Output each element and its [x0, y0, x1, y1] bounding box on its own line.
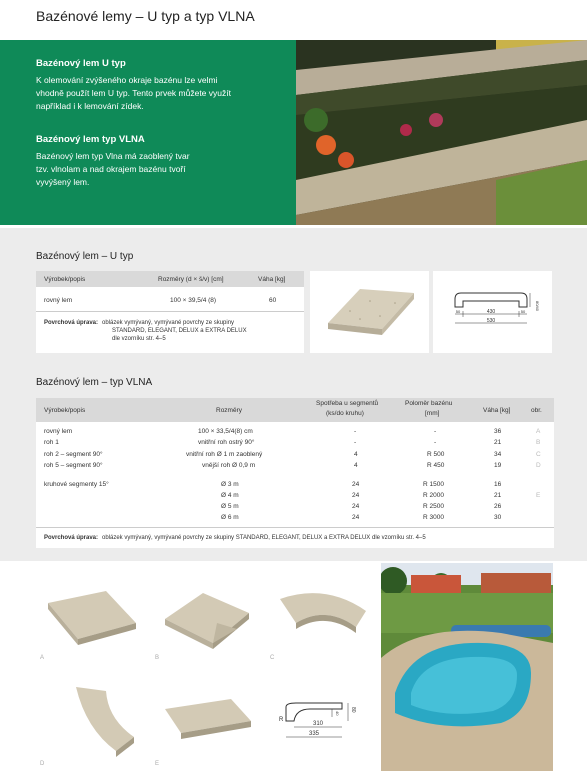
u-table-divider	[36, 311, 304, 312]
segment-radius: R 2500	[423, 503, 444, 510]
hero-paragraph-vlna	[36, 150, 276, 189]
page-title: Bazénové lemy – U typ a typ VLNA	[36, 8, 255, 24]
u-dim-inner: 430	[486, 309, 496, 315]
segment-diameter: Ø 6 m	[221, 514, 239, 521]
vlna-col-radius: Poloměr bazénu	[405, 400, 453, 407]
vlna-row-weight: 36	[494, 428, 502, 435]
tile-letter-c: C	[270, 655, 275, 661]
hero-text-line: K olemování zvýšeného okraje bazénu lze velmi	[36, 75, 218, 85]
vlna-row-consumption: 4	[354, 451, 358, 458]
segment-diameter: Ø 3 m	[221, 481, 239, 488]
vlna-row-figure: C	[536, 451, 541, 458]
hero-text-panel	[0, 40, 296, 225]
vlna-col-figure: obr.	[531, 407, 542, 414]
segment-weight: 30	[494, 514, 502, 521]
vlna-row-radius: -	[434, 439, 437, 446]
pool-photo	[381, 563, 553, 771]
vlna-col-radius-unit: [mm]	[425, 410, 440, 417]
segment-radius: R 2000	[423, 492, 444, 499]
vlna-row-product: roh 5 – segment 90°	[44, 462, 103, 469]
vlna-row-figure: B	[536, 439, 541, 446]
vlna-row-product: roh 2 – segment 90°	[44, 451, 103, 458]
u-row-dimensions: 100 × 39,5/4 (8)	[170, 297, 217, 304]
hero-text-line: Bazénový lem typ Vlna má zaoblený tvar	[36, 151, 190, 161]
vlna-row-figure: A	[536, 428, 541, 435]
vlna-row-weight: 21	[494, 439, 502, 446]
hero-text-line: tzv. vlnolam a nad okrajem bazénu tvoří	[36, 164, 186, 174]
hero-heading-u: Bazénový lem U typ	[36, 58, 126, 69]
u-note-line: oblázek vymývaný, vymývané povrchy ze skupiny	[102, 320, 235, 326]
segment-consumption: 24	[352, 481, 360, 488]
vlna-row-dimensions: vnitřní roh ostrý 90°	[198, 439, 255, 446]
vlna-row-weight: 34	[494, 451, 502, 458]
vlna-col-dimensions: Rozměry	[216, 407, 243, 414]
section-title-u: Bazénový lem – U typ	[36, 251, 134, 262]
segment-consumption: 24	[352, 492, 360, 499]
product-tile-e	[151, 669, 262, 771]
hero-text-line: vhodně použít lem U typ. Tento prvek můžete využít	[36, 88, 231, 98]
segment-consumption: 24	[352, 503, 360, 510]
hero-garden-photo	[296, 40, 587, 225]
product-tile-a	[36, 563, 147, 665]
vlna-row-product: roh 1	[44, 439, 59, 446]
segment-consumption: 24	[352, 514, 360, 521]
u-row-product: rovný lem	[44, 297, 73, 304]
u-col-dimensions: Rozměry (d × š/v) [cm]	[158, 276, 224, 283]
section-title-vlna: Bazénový lem – typ VLNA	[36, 377, 153, 388]
segment-figure: E	[536, 492, 541, 499]
hero-text-line: vyvýšený lem.	[36, 177, 90, 187]
vlna-row-dimensions: vnější roh Ø 0,9 m	[202, 462, 256, 469]
vlna-row-dimensions: vnitřní roh Ø 1 m zaoblený	[186, 451, 263, 458]
u-col-weight: Váha [kg]	[258, 276, 286, 283]
hero-text-line: například i k lemování zídek.	[36, 101, 144, 111]
vlna-profile-drawing	[266, 669, 377, 771]
tile-letter-b: B	[155, 655, 160, 661]
vlna-col-product: Výrobek/popis	[44, 407, 86, 414]
u-row-weight: 60	[269, 297, 277, 304]
vlna-note-text: oblázek vymývaný, vymývané povrchy ze skupiny STANDARD, ELEGANT, DELUX a EXTRA DELUX dle vzorníku str. 4–5	[102, 535, 426, 541]
vlna-segments-label: kruhové segmenty 15°	[44, 481, 109, 488]
vlna-col-consumption: Spotřeba u segmentů	[316, 400, 379, 407]
product-tile-d	[36, 669, 147, 771]
hero-heading-vlna: Bazénový lem typ VLNA	[36, 134, 145, 145]
vlna-row-radius: R 450	[427, 462, 445, 469]
vlna-row-radius: -	[434, 428, 437, 435]
vlna-dim-r: R	[279, 717, 284, 723]
u-note-label: Povrchová úprava:	[44, 320, 99, 326]
vlna-row-consumption: 4	[354, 462, 358, 469]
u-table	[36, 271, 304, 353]
segment-diameter: Ø 5 m	[221, 503, 239, 510]
u-dim-right: 50	[520, 309, 526, 314]
vlna-row-figure: D	[536, 462, 541, 469]
u-col-product: Výrobek/popis	[44, 276, 86, 283]
vlna-dim-h2: 40	[335, 711, 340, 716]
segment-weight: 26	[494, 503, 502, 510]
vlna-col-consumption-unit: (ks/do kruhu)	[326, 410, 364, 417]
vlna-table-header	[36, 398, 554, 422]
segment-radius: R 1500	[423, 481, 444, 488]
vlna-table	[36, 398, 554, 548]
u-dim-left: 50	[455, 309, 461, 314]
vlna-row-product: rovný lem	[44, 428, 73, 435]
u-note-line: STANDARD, ELEGANT, DELUX a EXTRA DELUX	[112, 328, 247, 334]
segment-radius: R 3000	[423, 514, 444, 521]
hero-banner	[0, 40, 587, 225]
tile-letter-e: E	[155, 761, 160, 767]
u-product-image	[310, 271, 429, 353]
tile-letter-a: A	[40, 655, 45, 661]
segment-weight: 16	[494, 481, 502, 488]
u-dim-height: 80/40	[535, 301, 540, 312]
u-dim-outer: 530	[486, 318, 496, 324]
vlna-table-divider	[36, 527, 554, 528]
vlna-row-consumption: -	[354, 439, 357, 446]
vlna-row-consumption: -	[354, 428, 357, 435]
vlna-col-weight: Váha [kg]	[483, 407, 511, 414]
vlna-dim-h: 80	[350, 707, 356, 713]
segment-weight: 21	[494, 492, 502, 499]
vlna-row-radius: R 500	[427, 451, 445, 458]
vlna-row-weight: 19	[494, 462, 502, 469]
u-note-line: dle vzorníku str. 4–5	[112, 336, 166, 342]
vlna-dim-w1: 310	[312, 721, 324, 727]
vlna-dim-w2: 335	[308, 731, 320, 737]
vlna-row-dimensions: 100 × 33,5/4(8) cm	[198, 428, 253, 435]
u-profile-drawing	[433, 271, 552, 353]
hero-paragraph-u	[36, 74, 276, 113]
vlna-note-label: Povrchová úprava:	[44, 535, 99, 541]
segment-diameter: Ø 4 m	[221, 492, 239, 499]
tile-letter-d: D	[40, 761, 45, 767]
product-tile-b	[151, 563, 262, 665]
product-tile-c	[266, 563, 377, 665]
